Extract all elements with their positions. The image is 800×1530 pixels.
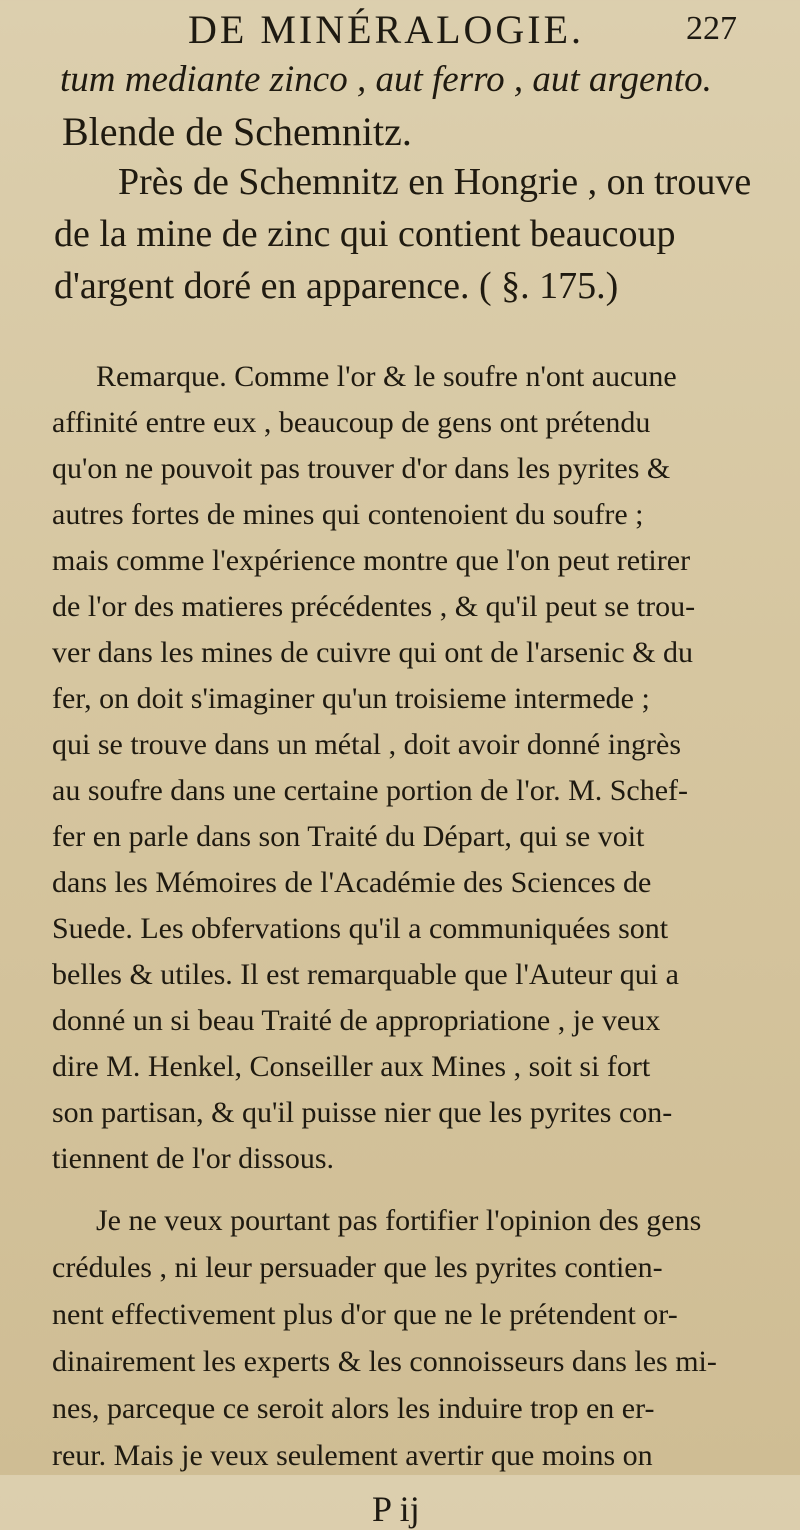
text-line: dire M. Henkel, Conseiller aux Mines , soit si fort — [52, 1050, 651, 1083]
text-line: d'argent doré en apparence. ( §. 175.) — [54, 265, 619, 307]
text-line: au soufre dans une certaine portion de l'or. M. Schef- — [52, 774, 689, 807]
text-line: qui se trouve dans un métal , doit avoir donné ingrès — [52, 728, 682, 761]
text-line: mais comme l'expérience montre que l'on peut retirer — [52, 544, 691, 577]
text-line: tiennent de l'or dissous. — [52, 1142, 335, 1175]
signature-mark: P ij — [372, 1489, 420, 1529]
text-line: fer en parle dans son Traité du Départ, qui se voit — [52, 820, 645, 853]
text-line: Remarque. Comme l'or & le soufre n'ont aucune — [96, 360, 677, 393]
section-heading: Blende de Schemnitz. — [62, 109, 412, 154]
text-line: de la mine de zinc qui contient beaucoup — [54, 213, 676, 255]
text-line: affinité entre eux , beaucoup de gens ont prétendu — [52, 406, 651, 439]
running-title: DE MINÉRALOGIE. — [188, 7, 585, 52]
text-line: reur. Mais je veux seulement avertir que moins on — [52, 1439, 653, 1472]
text-line: autres fortes de mines qui contenoient du soufre ; — [52, 498, 644, 531]
text-line: Je ne veux pourtant pas fortifier l'opinion des gens — [96, 1204, 702, 1237]
text-line: dinairement les experts & les connoisseurs dans les mi- — [52, 1345, 717, 1378]
text-line: belles & utiles. Il est remarquable que l'Auteur qui a — [52, 958, 679, 991]
page-header — [0, 0, 800, 56]
text-line: donné un si beau Traité de appropriatione , je veux — [52, 1004, 661, 1037]
text-line: fer, on doit s'imaginer qu'un troisieme intermede ; — [52, 682, 650, 715]
text-line: ver dans les mines de cuivre qui ont de l'arsenic & du — [52, 636, 694, 669]
text-line: tum mediante zinco , aut ferro , aut argento. — [60, 59, 712, 100]
text-line: dans les Mémoires de l'Académie des Sciences de — [52, 866, 652, 899]
page-number: 227 — [686, 10, 737, 47]
text-line: nes, parceque ce seroit alors les induire trop en er- — [52, 1392, 655, 1425]
text-line: qu'on ne pouvoit pas trouver d'or dans les pyrites & — [52, 452, 671, 485]
text-line: Suede. Les obfervations qu'il a communiquées sont — [52, 912, 669, 945]
text-line: de l'or des matieres précédentes , & qu'il peut se trou- — [52, 590, 696, 623]
text-line: nent effectivement plus d'or que ne le prétendent or- — [52, 1298, 678, 1331]
text-line: son partisan, & qu'il puisse nier que les pyrites con- — [52, 1096, 673, 1129]
text-line: crédules , ni leur persuader que les pyrites contien- — [52, 1251, 663, 1284]
text-line: Près de Schemnitz en Hongrie , on trouve — [118, 161, 752, 203]
